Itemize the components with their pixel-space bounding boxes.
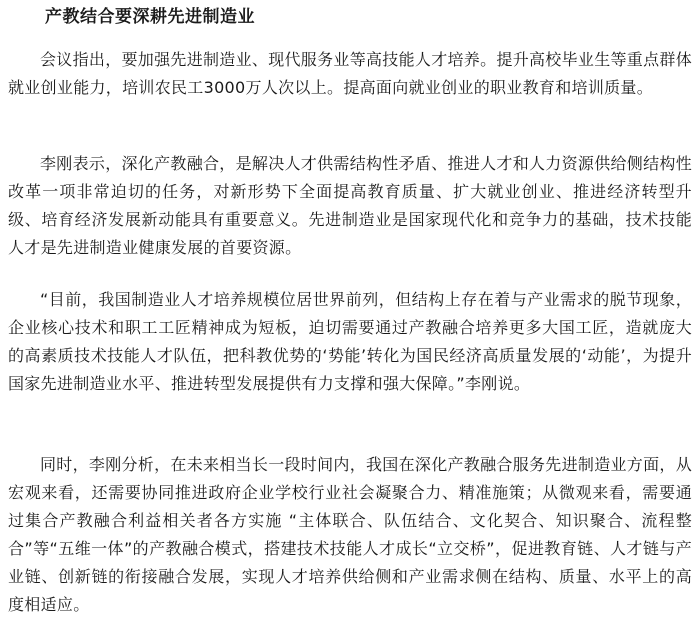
article-paragraph: 李刚表示，深化产教融合，是解决人才供需结构性矛盾、推进人才和人力资源供给侧结构性改革一项非常迫切的任务，对新形势下全面提高教育质量、扩大就业创业、推进经济转型升级、培育经济发展新动能具有重要意义。先进制造业是国家现代化和竞争力的基础，技术技能人才是先进制造业健康发展的首要资源。 [8,154,693,257]
article-paragraph: “目前，我国制造业人才培养规模位居世界前列，但结构上存在着与产业需求的脱节现象，企业核心技术和职工工匠精神成为短板，迫切需要通过产教融合培养更多大国工匠，造就庞大的高素质技术技能人才队伍，把科教优势的‘势能’转化为国民经济高质量发展的‘动能’，为提升国家先进制造业水平、推进转型发展提供有力支撑和强大保障。”李刚说。 [8,290,692,393]
article-paragraph: 同时，李刚分析，在未来相当长一段时间内，我国在深化产教融合服务先进制造业方面，从宏观来看，还需要协同推进政府企业学校行业社会凝聚合力、精准施策；从微观来看，需要通过集合产教融合利益相关者各方实施 “主体联合、队伍结合、文化契合、知识聚合、流程整合”等“五维一体”的产教融合模式，搭建技术技能人才成长“立交桥”，促进教育链、人才链与产业链、创新链的衔接融合发展，实现人才培养供给侧和产业需求侧在结构、质量、水平上的高度相适应。 [8,455,693,614]
article-paragraph: 会议指出，要加强先进制造业、现代服务业等高技能人才培养。提升高校毕业生等重点群体就业创业能力，培训农民工3000万人次以上。提高面向就业创业的职业教育和培训质量。 [8,50,693,97]
article-headline: 产教结合要深耕先进制造业 [45,7,255,27]
